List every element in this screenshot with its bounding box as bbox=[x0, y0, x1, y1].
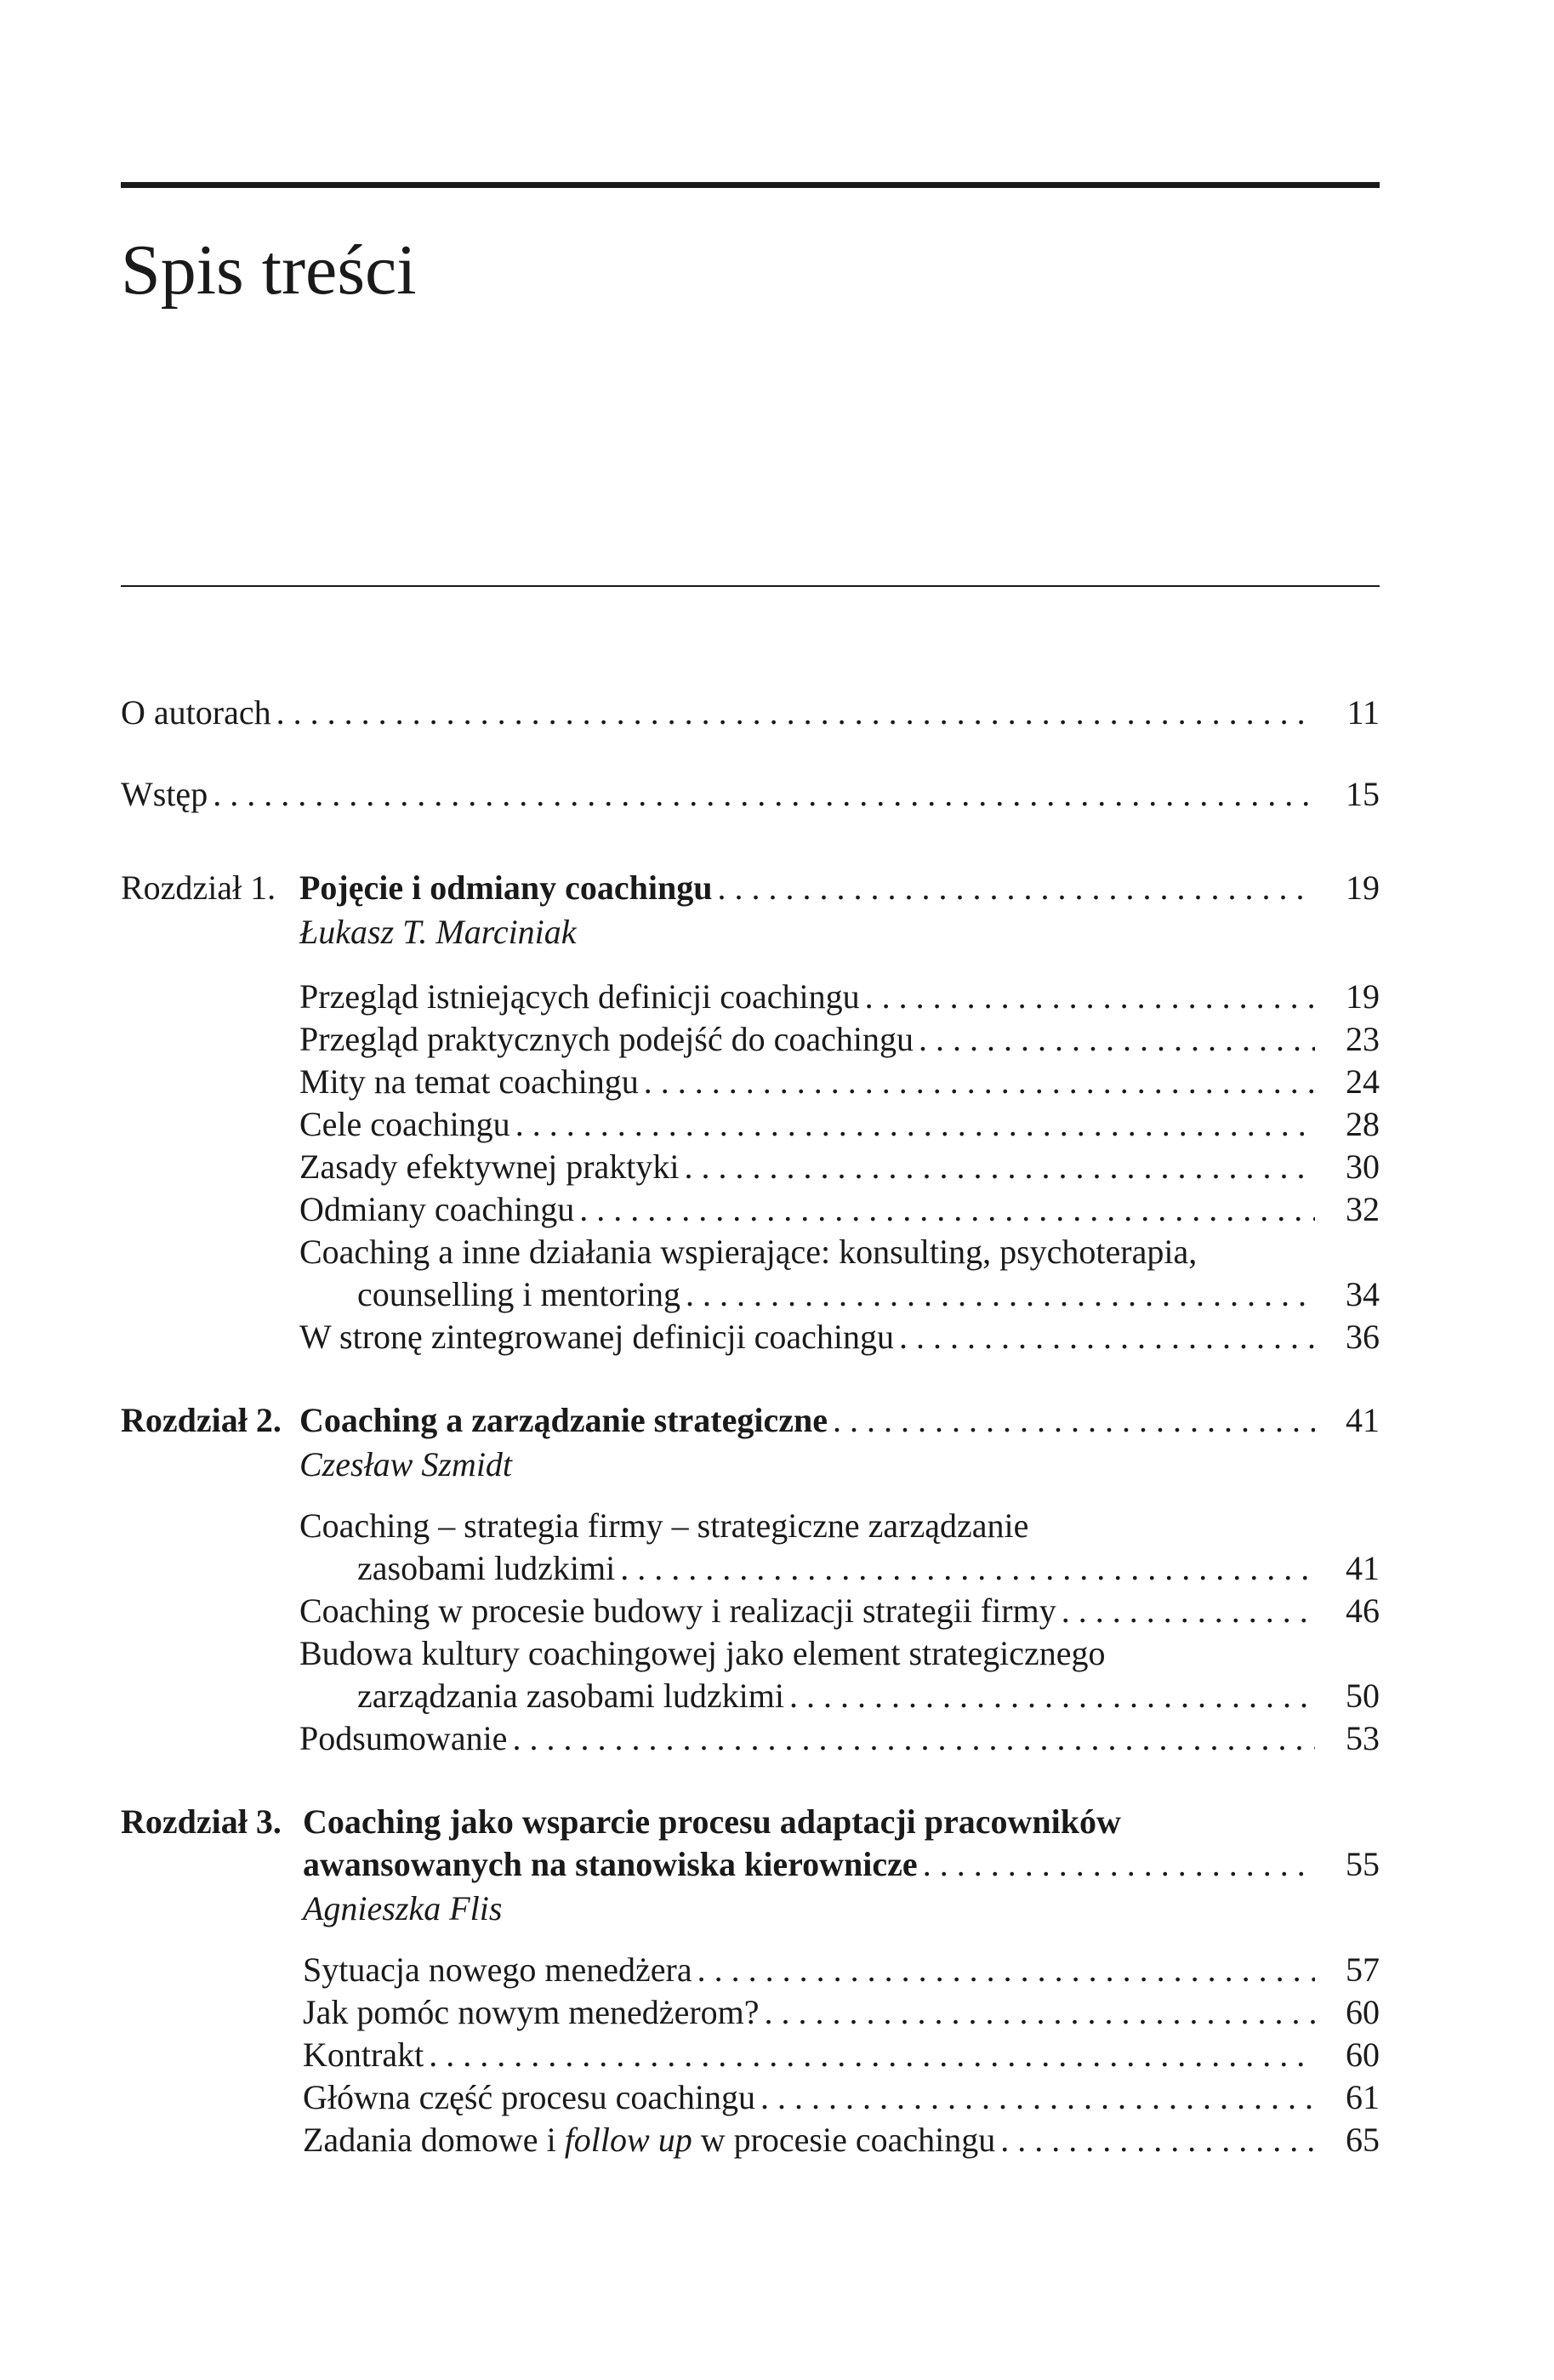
dot-leader bbox=[276, 691, 1315, 735]
toc-subentry[interactable] bbox=[303, 2075, 1380, 2120]
toc-subentry-label: Cele coachingu bbox=[299, 1105, 510, 1143]
toc-subentry-page: 19 bbox=[1346, 977, 1380, 1016]
dot-leader bbox=[765, 1990, 1315, 2035]
toc-subentry[interactable] bbox=[303, 1948, 1380, 1992]
toc-subentry[interactable] bbox=[303, 1990, 1380, 2035]
toc-subentry-label: Sytuacja nowego menedżera bbox=[303, 1950, 692, 1989]
toc-subentry-label: Przegląd istniejących definicji coachingu bbox=[299, 977, 860, 1016]
toc-subentry-label: Kontrakt bbox=[303, 2036, 424, 2074]
dot-leader bbox=[685, 1145, 1315, 1189]
toc-subentry[interactable] bbox=[299, 1102, 1380, 1147]
dot-leader bbox=[1062, 1589, 1315, 1633]
toc-subentry-page: 53 bbox=[1346, 1719, 1380, 1757]
toc-subentry-label-cont: counselling i mentoring bbox=[357, 1275, 680, 1313]
toc-subentry-page: 23 bbox=[1346, 1020, 1380, 1058]
toc-subentry-page: 30 bbox=[1346, 1147, 1380, 1186]
dot-leader bbox=[789, 1674, 1315, 1718]
toc-subentry-page: 60 bbox=[1346, 2036, 1380, 2074]
toc-subentry[interactable] bbox=[299, 1187, 1380, 1232]
chapter-1-prefix: Rozdział 1. bbox=[121, 868, 276, 907]
toc-entry-label: Wstęp bbox=[121, 775, 208, 813]
toc-subentry-label-cont: zasobami ludzkimi bbox=[357, 1549, 616, 1587]
dot-leader bbox=[512, 1717, 1315, 1761]
dot-leader bbox=[899, 1315, 1315, 1359]
title-rule bbox=[121, 585, 1380, 587]
toc-subentry[interactable] bbox=[299, 1017, 1380, 1062]
dot-leader bbox=[579, 1187, 1315, 1232]
toc-entry-label: O autorach bbox=[121, 693, 271, 732]
toc-subentry-label: Coaching a inne działania wspierające: konsulting, psychoterapia, bbox=[299, 1233, 1198, 1271]
toc-subentry-label: Coaching – strategia firmy – strategiczne zarządzanie bbox=[299, 1506, 1029, 1545]
toc-subentry-label: Zasady efektywnej praktyki bbox=[299, 1147, 680, 1186]
toc-subentry[interactable] bbox=[357, 1674, 1380, 1718]
chapter-3-page: 55 bbox=[1346, 1845, 1380, 1883]
toc-subentry-page: 46 bbox=[1346, 1591, 1380, 1630]
chapter-2-entry[interactable] bbox=[299, 1398, 1380, 1443]
dot-leader bbox=[686, 1273, 1315, 1317]
toc-subentry[interactable] bbox=[303, 2118, 1380, 2162]
toc-entry-o-autorach[interactable] bbox=[121, 691, 1380, 735]
toc-subentry-label: Główna część procesu coachingu bbox=[303, 2078, 755, 2116]
chapter-2-page: 41 bbox=[1346, 1401, 1380, 1439]
toc-subentry[interactable] bbox=[299, 975, 1380, 1019]
label-part-italic: follow up bbox=[564, 2121, 692, 2159]
chapter-2-prefix: Rozdział 2. bbox=[121, 1401, 282, 1439]
toc-subentry[interactable] bbox=[299, 1589, 1380, 1633]
label-part: Zadania domowe i bbox=[303, 2121, 565, 2159]
chapter-1-page: 19 bbox=[1346, 868, 1380, 907]
chapter-2-author: Czesław Szmidt bbox=[299, 1445, 513, 1483]
dot-leader bbox=[919, 1017, 1315, 1062]
chapter-1-author: Łukasz T. Marciniak bbox=[299, 913, 577, 951]
dot-leader bbox=[429, 2033, 1315, 2077]
toc-subentry-page: 24 bbox=[1346, 1062, 1380, 1101]
label-part: w procesie coachingu bbox=[692, 2121, 996, 2159]
toc-subentry-page: 32 bbox=[1346, 1190, 1380, 1228]
top-rule bbox=[121, 182, 1380, 188]
toc-subentry-label: W stronę zintegrowanej definicji coachingu bbox=[299, 1318, 895, 1356]
toc-subentry-page: 60 bbox=[1346, 1993, 1380, 2031]
dot-leader bbox=[644, 1060, 1315, 1104]
dot-leader bbox=[718, 866, 1315, 910]
chapter-3-title-cont: awansowanych na stanowiska kierownicze bbox=[303, 1845, 918, 1883]
dot-leader bbox=[923, 1842, 1315, 1887]
toc-subentry-label bbox=[303, 2118, 995, 2162]
chapter-3-entry[interactable] bbox=[303, 1842, 1380, 1887]
toc-subentry[interactable] bbox=[357, 1273, 1380, 1317]
toc-subentry-label: Mity na temat coachingu bbox=[299, 1062, 639, 1101]
chapter-3-author: Agnieszka Flis bbox=[303, 1889, 503, 1927]
dot-leader bbox=[515, 1102, 1315, 1147]
toc-subentry-page: 41 bbox=[1346, 1549, 1380, 1587]
toc-subentry[interactable] bbox=[299, 1145, 1380, 1189]
toc-subentry-page: 61 bbox=[1346, 2078, 1380, 2116]
chapter-3-title: Coaching jako wsparcie procesu adaptacji pracowników bbox=[303, 1802, 1121, 1841]
toc-subentry-label: Jak pomóc nowym menedżerom? bbox=[303, 1993, 760, 2031]
toc-subentry-label-cont: zarządzania zasobami ludzkimi bbox=[357, 1677, 784, 1715]
toc-subentry[interactable] bbox=[357, 1546, 1380, 1591]
toc-subentry[interactable] bbox=[299, 1315, 1380, 1359]
chapter-3-prefix: Rozdział 3. bbox=[121, 1802, 282, 1841]
dot-leader bbox=[697, 1948, 1315, 1992]
page-title: Spis treści bbox=[121, 231, 417, 310]
dot-leader bbox=[760, 2075, 1315, 2120]
dot-leader bbox=[1000, 2118, 1315, 2162]
toc-subentry-label: Budowa kultury coachingowej jako element strategicznego bbox=[299, 1634, 1106, 1672]
toc-subentry[interactable] bbox=[303, 2033, 1380, 2077]
toc-subentry-page: 36 bbox=[1346, 1318, 1380, 1356]
toc-subentry-label: Odmiany coachingu bbox=[299, 1190, 575, 1228]
toc-entry-page: 11 bbox=[1346, 693, 1380, 732]
toc-subentry-label: Coaching w procesie budowy i realizacji strategii firmy bbox=[299, 1591, 1056, 1630]
toc-subentry-label: Podsumowanie bbox=[299, 1719, 508, 1757]
toc-subentry-page: 50 bbox=[1346, 1677, 1380, 1715]
dot-leader bbox=[213, 772, 1315, 817]
dot-leader bbox=[865, 975, 1315, 1019]
chapter-2-title: Coaching a zarządzanie strategiczne bbox=[299, 1401, 828, 1439]
toc-entry-wstep[interactable] bbox=[121, 772, 1380, 817]
toc-subentry[interactable] bbox=[299, 1060, 1380, 1104]
toc-subentry-page: 65 bbox=[1346, 2121, 1380, 2159]
chapter-1-entry[interactable] bbox=[299, 866, 1380, 910]
toc-entry-page: 15 bbox=[1346, 775, 1380, 813]
toc-subentry-label: Przegląd praktycznych podejść do coachingu bbox=[299, 1020, 914, 1058]
dot-leader bbox=[620, 1546, 1315, 1591]
toc-subentry[interactable] bbox=[299, 1717, 1380, 1761]
toc-subentry-page: 57 bbox=[1346, 1950, 1380, 1989]
toc-subentry-page: 34 bbox=[1346, 1275, 1380, 1313]
toc-subentry-page: 28 bbox=[1346, 1105, 1380, 1143]
dot-leader bbox=[833, 1398, 1315, 1443]
chapter-1-title: Pojęcie i odmiany coachingu bbox=[299, 868, 713, 907]
